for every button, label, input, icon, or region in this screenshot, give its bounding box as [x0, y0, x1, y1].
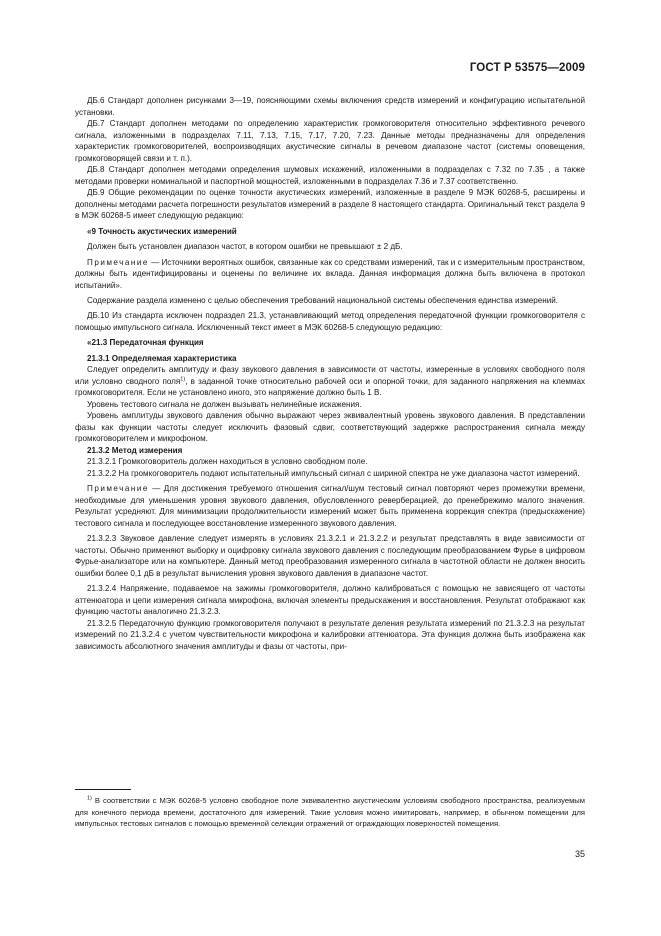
paragraph-amplitude-level: Уровень амплитуды звукового давления обычно выражают через эквивалентный уровень звукового давления. В представлении фазы как функции частоты следует исключить фазовый сдвиг, соответствующий задержке распространения сигнала между громкоговорителем и микрофоном. [75, 411, 585, 444]
paragraph-content-changed: Содержание раздела изменено с целью обеспечения требований национальной системы обеспечения единства измерений. [87, 295, 559, 305]
paragraph-frequency-range: Должен быть установлен диапазон частот, в котором ошибки не превышают ± 2 дБ. [87, 242, 403, 252]
footnote-reference: 1) [180, 375, 186, 382]
footnote-text: В соответствии с МЭК 60268-5 условно свободное поле эквивалентно акустическим условиям свободного пространства, реализуемым для конечного периода времени, достаточного для измерений. Такие условия можно имитировать, например, в обычном помещении для импульсных тестовых сигналов с помощью временной селекции отражений от ограждающих поверхностей помещения. [75, 796, 585, 829]
note-text: — Для достижения требуемого отношения сигнал/шум тестовый сигнал повторяют через промежутки времени, необходимые для уменьшения уровня звукового давления, обусловленного реверберацией, до пренебрежимо малого значения. Результат усредняют. Для минимизации продолжительности измерений может быть применена коррекция спектра (предыскажение) тестового сигнала и последующее восстановление измеренного звукового давления. [75, 484, 585, 528]
footnote-separator [75, 789, 131, 790]
note-label: Примечание [87, 484, 149, 494]
footnote [75, 795, 585, 830]
paragraph-amplitude-phase [75, 364, 585, 399]
document-header: ГОСТ Р 53575—2009 [469, 62, 585, 74]
footnote-paragraph [75, 795, 585, 830]
paragraph-text-end: , в заданной точке относительно рабочей оси и опорной точки, для заданного напряжения на клеммах громкоговорителя. Если не установлено иного, это напряжение должно быть 1 В. [75, 376, 585, 398]
paragraph-db8: ДБ.8 Стандарт дополнен методами определения шумовых искажений, изложенными в подразделах с 7.32 по 7.35 , а также методами проверки номинальной и паспортной мощностей, изложенными в подразделах 7.36 и 7.37 соответственно. [75, 165, 585, 186]
note-paragraph-1 [75, 257, 585, 292]
paragraph-db7: ДБ.7 Стандарт дополнен методами по определению характеристик громкоговорителя относительно эффективного речевого сигнала, изложенными в подразделах 7.11, 7.13, 7.15, 7.17, 7.20, 7.23. Данные методы предназначены для определения характеристик громкоговорителей, воспроизводящих акустические сигналы в речевом диапазоне частот (системы оповещения, громкоговорящей связи и т. п.). [75, 119, 585, 163]
quoted-heading-section-9: «9 Точность акустических измерений [87, 226, 237, 236]
note-label: Примечание [87, 257, 149, 267]
footnote-mark: 1) [87, 795, 92, 802]
paragraph-21-3-2-1: 21.3.2.1 Громкоговоритель должен находиться в условно свободном поле. [87, 457, 368, 467]
document-body [75, 95, 585, 653]
paragraph-21-3-2-5: 21.3.2.5 Передаточную функцию громкоговорителя получают в результате деления результата измерений по 21.3.2.3 на результат измерений по 21.3.2.4 с учетом чувствительности микрофона и калибровки аттенюатора. Эта функция должна быть изображена как зависимость абсолютного значения амплитуды и фазы от частоты, при- [75, 618, 585, 652]
paragraph-db10: ДБ.10 Из стандарта исключен подраздел 21.3, устанавливающий метод определения передаточной функции громкоговорителя с помощью импульсного сигнала. Исключенный текст имеет в МЭК 60268-5 следующую редакцию: [75, 311, 585, 332]
paragraph-test-level: Уровень тестового сигнала не должен вызывать нелинейные искажения. [87, 399, 362, 409]
note-paragraph-2 [75, 483, 585, 529]
paragraph-db6: ДБ.6 Стандарт дополнен рисунками 3—19, поясняющими схемы включения средств измерений и конфигурацию испытательной установки. [75, 96, 585, 117]
paragraph-db9: ДБ.9 Общие рекомендации по оценке точности акустических измерений, изложенные в разделе 9 МЭК 60268-5, расширены и дополнены методами расчета погрешности результатов измерений в разделе 8 настоящего стандарта. Оригинальный текст раздела 9 в МЭК 60268-5 имеет следующую редакцию: [75, 188, 585, 221]
paragraph-21-3-2-4: 21.3.2.4 Напряжение, подаваемое на зажимы громкоговорителя, должно калиброваться с помощью не зависящего от частоты аттенюатора и цепи измерения сигнала микрофона, включая элементы предыскажения и восстановления. Результат отображают как функцию частоты аналогично 21.3.2.3. [75, 584, 585, 617]
page-number: 35 [574, 849, 585, 859]
heading-21-3-2: 21.3.2 Метод измерения [87, 445, 183, 455]
paragraph-text-start: Следует определить амплитуду и фазу звукового давления в зависимости от частоты, измеренные в условиях свободного поля или условно сводного поля [75, 365, 585, 386]
note-text: — Источники вероятных ошибок, связанные как со средствами измерений, так и с измерительным пространством, должны быть идентифицированы и оценены по величине их вклада. Данная информация должна быть включена в протокол испытаний». [75, 257, 585, 290]
paragraph-21-3-2-3: 21.3.2.3 Звуковое давление следует измерять в условиях 21.3.2.1 и 21.3.2.2 и результат представлять в виде зависимости от частоты. Обычно применяют выборку и оцифровку сигнала звукового давления с последующим преобразованием Фурье в цифровом Фурье-анализаторе или на компьютере. Данный метод преобразования измеренного сигнала в частотной области не должен вносить ошибки более 0,1 дБ в результат вычисления уровня звукового давления в диапазоне частот. [75, 534, 585, 578]
heading-21-3-1: 21.3.1 Определяемая характеристика [87, 353, 237, 363]
quoted-heading-21-3: «21.3 Передаточная функция [87, 338, 204, 348]
paragraph-21-3-2-2: 21.3.2.2 На громкоговоритель подают испытательный импульсный сигнал с шириной спектра не уже диапазона частот измерений. [87, 468, 580, 478]
